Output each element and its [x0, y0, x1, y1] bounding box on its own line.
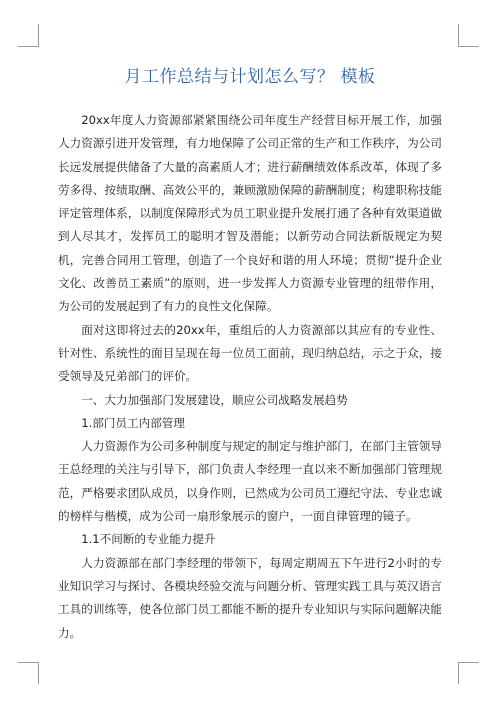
- paragraph-skill-improvement: 人力资源部在部门李经理的带领下，每周定期周五下午进行2小时的专业知识学习与探讨、各模块经验交流与问题分析、管理实践工具与英汉语言工具的训练等，使各位部门员工都能不断的提升专业知识与实际问题解决能力。: [58, 555, 442, 640]
- paragraph-intro: 20xx年度人力资源部紧紧围绕公司年度生产经营目标开展工作，加强人力资源引进开发管理，有力地保障了公司正常的生产和工作秩序，为公司长远发展提供储备了大量的高素质人才；进行薪酬绩效体系改革，体现了多劳多得、按绩取酬、高效公平的，兼顾激励保障的薪酬制度；构建职称技能评定管理体系，以制度保障形式为员工职业提升发展打通了各种有效渠道做到人尽其才，发挥员工的聪明才智及潜能；以新劳动合同法新版规定为契机，完善合同用工管理，创造了一个良好和谐的用人环境；贯彻“提升企业文化、改善员工素质”的原则，进一步发挥人力资源专业管理的纽带作用，为公司的发展起到了有力的良性文化保障。: [58, 113, 442, 314]
- section-heading-1: 一、大力加强部门发展建设，顺应公司战略发展趋势: [81, 392, 348, 407]
- paragraph-internal-management: 人力资源作为公司多种制度与规定的制定与维护部门，在部门主管领导王总经理的关注与引导下，部门负责人李经理一直以来不断加强部门管理规范，严格要求团队成员，以身作则，已然成为公司员工遵纪守法、专业忠诚的榜样与楷模，成为公司一扇形象展示的窗户，一面自律管理的镜子。: [58, 439, 442, 524]
- subsection-heading-1-1: 1.1不间断的专业能力提升: [81, 532, 216, 547]
- paragraph-summary: 面对这即将过去的20xx年，重组后的人力资源部以其应有的专业性、针对性、系统性的面目呈现在每一位员工面前，现归纳总结，示之于众，接受领导及兄弟部门的评价。: [58, 322, 442, 384]
- subsection-heading-1: 1.部门员工内部管理: [81, 415, 185, 430]
- document-body: [58, 109, 442, 645]
- document-title: 月工作总结与计划怎么写？ 模板: [124, 67, 376, 87]
